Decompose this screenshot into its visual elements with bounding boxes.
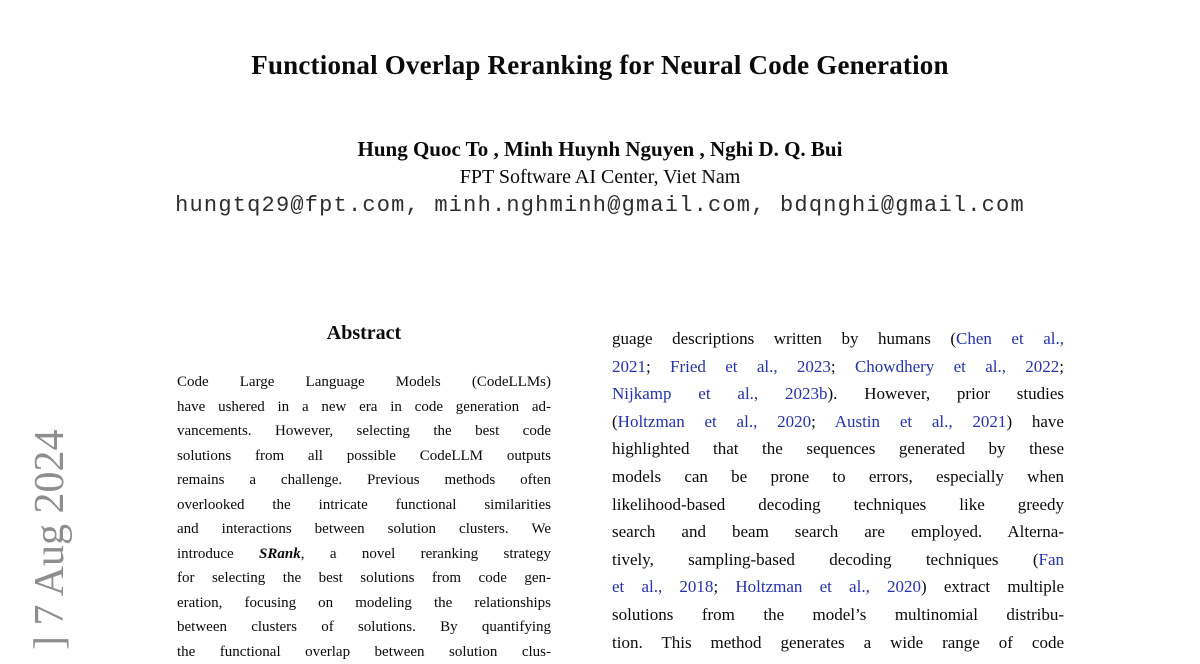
text-segment: models can be prone to errors, especially when — [612, 467, 1064, 486]
text-segment: solutions from the model’s multinomial distribu- — [612, 605, 1064, 624]
text-line — [612, 463, 1064, 491]
citation-link[interactable]: Chen et al., — [956, 329, 1064, 348]
text-segment: and interactions between solution clusters. We — [177, 521, 551, 537]
text-line — [177, 444, 551, 469]
text-segment: ( — [612, 412, 618, 431]
text-line — [612, 518, 1064, 546]
text-segment: search and beam search are employed. Alterna- — [612, 522, 1064, 541]
citation-link[interactable]: Nijkamp et al., 2023b — [612, 384, 827, 403]
text-line — [177, 566, 551, 591]
citation-link[interactable]: 2021 — [612, 357, 646, 376]
abstract-heading: Abstract — [177, 322, 551, 345]
paper-affiliation: FPT Software AI Center, Viet Nam — [0, 166, 1200, 189]
text-line — [612, 629, 1064, 657]
srank-term: SRank — [259, 546, 301, 562]
text-line — [177, 468, 551, 493]
text-segment: guage descriptions written by humans ( — [612, 329, 956, 348]
text-segment: ). However, prior studies — [827, 384, 1064, 403]
text-segment: ) have — [1006, 412, 1064, 431]
text-line — [177, 493, 551, 518]
text-line — [177, 542, 551, 567]
introduction-column — [612, 325, 1064, 656]
text-segment: tion. This method generates a wide range of code — [612, 633, 1064, 652]
text-line — [177, 395, 551, 420]
citation-link[interactable]: Austin et al., 2021 — [835, 412, 1007, 431]
text-segment: tively, sampling-based decoding techniques ( — [612, 550, 1039, 569]
text-segment: overlooked the intricate functional similarities — [177, 497, 551, 513]
text-segment: between clusters of solutions. By quantifying — [177, 619, 551, 635]
text-line — [612, 380, 1064, 408]
text-line — [612, 408, 1064, 436]
text-line — [177, 615, 551, 640]
text-segment: for selecting the best solutions from code gen- — [177, 570, 551, 586]
paper-authors: Hung Quoc To , Minh Huynh Nguyen , Nghi D. Q. Bui — [0, 137, 1200, 162]
text-line — [177, 591, 551, 616]
arxiv-date-watermark: ] 7 Aug 2024 — [26, 430, 74, 651]
text-segment: ; — [713, 577, 735, 596]
text-line — [612, 491, 1064, 519]
text-line — [177, 517, 551, 542]
text-segment: eration, focusing on modeling the relationships — [177, 595, 551, 611]
paper-emails: hungtq29@fpt.com, minh.nghminh@gmail.com, bdqnghi@gmail.com — [0, 193, 1200, 218]
text-line — [612, 573, 1064, 601]
text-segment: introduce — [177, 546, 259, 562]
text-line — [612, 325, 1064, 353]
citation-link[interactable]: Holtzman et al., 2020 — [735, 577, 921, 596]
text-line — [612, 435, 1064, 463]
text-line — [177, 419, 551, 444]
text-line — [612, 546, 1064, 574]
text-segment: ) extract multiple — [921, 577, 1064, 596]
text-segment: have ushered in a new era in code generation ad- — [177, 399, 551, 415]
text-segment: solutions from all possible CodeLLM outputs — [177, 448, 551, 464]
citation-link[interactable]: Holtzman et al., 2020 — [618, 412, 811, 431]
text-line — [177, 370, 551, 395]
text-segment: , a novel reranking strategy — [301, 546, 551, 562]
citation-link[interactable]: Chowdhery et al., 2022 — [855, 357, 1059, 376]
text-segment: Code Large Language Models (CodeLLMs) — [177, 374, 551, 390]
paper-title: Functional Overlap Reranking for Neural Code Generation — [0, 50, 1200, 81]
citation-link[interactable]: Fried et al., 2023 — [670, 357, 831, 376]
text-line — [177, 640, 551, 664]
citation-link[interactable]: Fan — [1039, 550, 1065, 569]
text-segment: highlighted that the sequences generated by these — [612, 439, 1064, 458]
text-line — [612, 353, 1064, 381]
citation-link[interactable]: et al., 2018 — [612, 577, 713, 596]
text-segment: ; — [831, 357, 855, 376]
text-segment: remains a challenge. Previous methods often — [177, 472, 551, 488]
text-segment: ; — [811, 412, 835, 431]
text-segment: the functional overlap between solution clus- — [177, 644, 551, 660]
text-segment: likelihood-based decoding techniques like greedy — [612, 495, 1064, 514]
abstract-body — [177, 370, 551, 664]
text-segment: vancements. However, selecting the best code — [177, 423, 551, 439]
text-line — [612, 601, 1064, 629]
text-segment: ; — [1059, 357, 1064, 376]
text-segment: ; — [646, 357, 670, 376]
